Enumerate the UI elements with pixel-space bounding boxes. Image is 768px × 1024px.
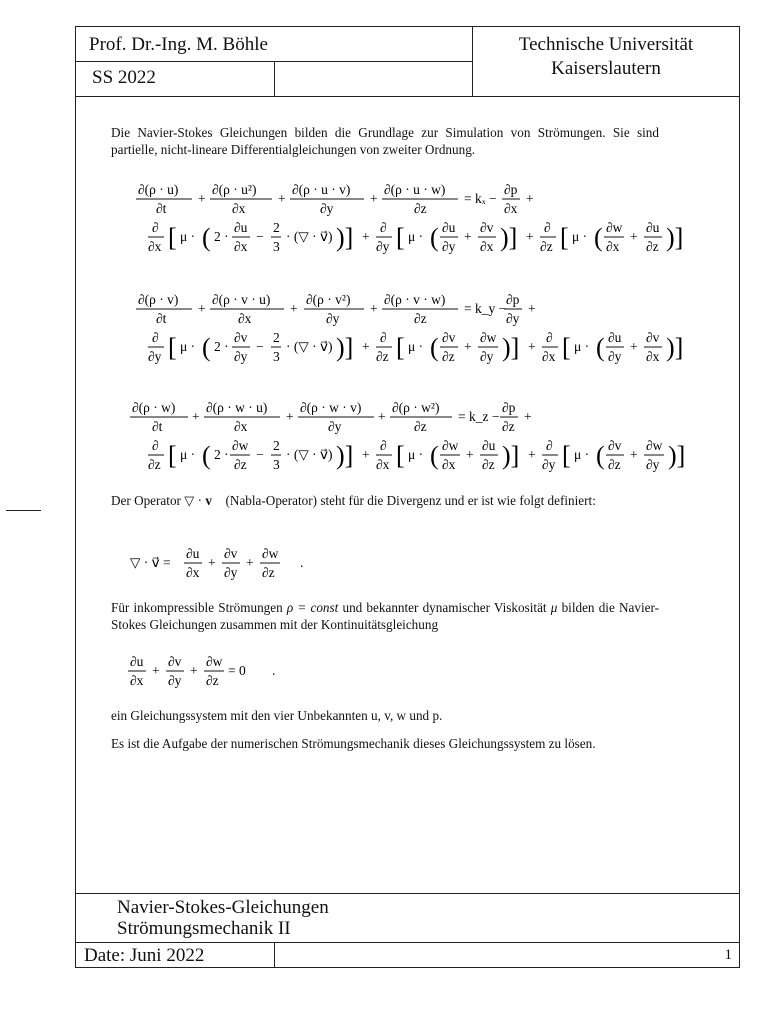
svg-text:∂v: ∂v [442,330,456,345]
svg-text:2 ·: 2 · [214,447,229,462]
svg-text:+: + [362,339,370,354]
institution-name [472,33,740,81]
svg-text:∂(ρ · u · v): ∂(ρ · u · v) [292,182,351,197]
svg-text:∂y: ∂y [168,673,182,688]
incompressible-text-end: bilden die Navier-Stokes Gleichungen zusammen mit der Kontinuitätsgleichung [111,600,659,632]
svg-text:[: [ [562,441,571,470]
svg-text:∂z: ∂z [414,419,427,434]
svg-text:μ ·: μ · [408,447,424,462]
institution-line-2: Kaiserslautern [551,58,661,79]
svg-text:∂x: ∂x [234,239,248,254]
svg-text:∂u: ∂u [482,438,496,453]
svg-text:+: + [464,229,472,244]
svg-text:2: 2 [273,438,280,453]
svg-text:+: + [526,191,534,206]
svg-text:∂x: ∂x [232,201,246,216]
svg-text:3: 3 [273,239,280,254]
svg-text:−: − [256,447,264,462]
svg-text:∂y: ∂y [506,311,520,326]
svg-text:∂y: ∂y [328,419,342,434]
svg-text:2: 2 [273,220,280,235]
svg-text:(: ( [594,223,603,252]
svg-text:∂z: ∂z [376,349,389,364]
svg-text:[: [ [396,441,405,470]
svg-text:∂y: ∂y [646,457,660,472]
svg-text:)]: )] [500,223,518,252]
author-name: Prof. Dr.-Ing. M. Böhle [89,34,268,55]
svg-text:∂u: ∂u [186,546,200,561]
svg-text:▽ · v⃗ =: ▽ · v⃗ = [130,555,171,570]
svg-text:∂w: ∂w [606,220,623,235]
svg-text:∂z: ∂z [646,239,659,254]
svg-text:∂u: ∂u [646,220,660,235]
svg-text:∂(ρ · w²): ∂(ρ · w²) [392,400,440,415]
svg-text:)]: )] [502,333,520,362]
header-divider-small [274,61,275,96]
svg-text:+: + [378,409,386,424]
svg-text:2 ·: 2 · [214,339,229,354]
footer-title [117,897,329,939]
svg-text:∂v: ∂v [646,330,660,345]
svg-text:)]: )] [502,441,520,470]
unknowns-paragraph: ein Gleichungssystem mit den vier Unbekannten u, v, w und p. [111,708,443,723]
svg-text:∂z: ∂z [234,457,247,472]
svg-text:∂(ρ · w): ∂(ρ · w) [132,400,176,415]
svg-text:∂x: ∂x [504,201,518,216]
svg-text:)]: )] [336,223,354,252]
svg-text:∂x: ∂x [238,311,252,326]
svg-text:+: + [466,447,474,462]
svg-text:∂(ρ · v · u): ∂(ρ · v · u) [212,292,271,307]
svg-text:(: ( [430,333,439,362]
svg-text:2: 2 [273,330,280,345]
task-paragraph: Es ist die Aufgabe der numerischen Strömungsmechanik dieses Gleichungssystem zu lösen. [111,736,596,751]
svg-text:∂y: ∂y [148,349,162,364]
svg-text:−: − [256,229,264,244]
svg-text:+: + [528,301,536,316]
svg-text:· (▽ · v⃗): · (▽ · v⃗) [286,447,333,462]
operator-text-end: (Nabla-Operator) steht für die Divergenz und er ist wie folgt definiert: [225,493,596,508]
svg-text:μ ·: μ · [574,447,590,462]
svg-text:∂: ∂ [544,220,551,235]
svg-text:∂(ρ · w · v): ∂(ρ · w · v) [300,400,362,415]
svg-text:∂y: ∂y [234,349,248,364]
svg-text:+: + [630,229,638,244]
svg-text:μ ·: μ · [572,229,588,244]
svg-text:∂w: ∂w [206,654,223,669]
svg-text:∂z: ∂z [608,457,621,472]
svg-text:∂y: ∂y [542,457,556,472]
page-number: 1 [724,947,732,963]
svg-text:∂(ρ · v²): ∂(ρ · v²) [306,292,351,307]
svg-text:[: [ [168,223,177,252]
svg-text:∂: ∂ [546,330,553,345]
svg-text:(: ( [430,441,439,470]
svg-text:= kₓ −: = kₓ − [464,191,497,206]
svg-text:· (▽ · v⃗): · (▽ · v⃗) [286,229,333,244]
svg-text:μ ·: μ · [180,229,196,244]
svg-text:)]: )] [336,333,354,362]
svg-text:∂: ∂ [380,438,387,453]
navier-stokes-x-equation [130,180,690,260]
svg-text:∂v: ∂v [480,220,494,235]
svg-text:+: + [528,447,536,462]
divergence-definition [128,540,328,580]
footer-date: Date: Juni 2022 [84,945,205,966]
svg-text:+: + [278,191,286,206]
margin-mark [6,510,41,511]
svg-text:∂(ρ · w · u): ∂(ρ · w · u) [206,400,268,415]
svg-text:μ ·: μ · [180,339,196,354]
svg-text:∂y: ∂y [320,201,334,216]
svg-text:(: ( [202,333,211,362]
svg-text:+: + [208,555,216,570]
navier-stokes-z-equation [128,398,688,478]
svg-text:+: + [464,339,472,354]
svg-text:∂x: ∂x [606,239,620,254]
svg-text:∂(ρ · u · w): ∂(ρ · u · w) [384,182,446,197]
svg-text:∂y: ∂y [442,239,456,254]
svg-text:(: ( [596,333,605,362]
svg-text:)]: )] [666,223,684,252]
svg-text:∂(ρ · u²): ∂(ρ · u²) [212,182,257,197]
svg-text:μ ·: μ · [180,447,196,462]
svg-text:3: 3 [273,457,280,472]
footer-title-line-1: Navier-Stokes-Gleichungen [117,897,329,918]
svg-text:∂t: ∂t [156,201,167,216]
svg-text:+: + [526,229,534,244]
svg-text:∂: ∂ [152,438,159,453]
svg-text:∂: ∂ [546,438,553,453]
svg-text:∂u: ∂u [608,330,622,345]
svg-text:∂u: ∂u [442,220,456,235]
svg-text:∂x: ∂x [646,349,660,364]
svg-text:+: + [370,301,378,316]
svg-text:[: [ [396,223,405,252]
svg-text:∂y: ∂y [326,311,340,326]
svg-text:+: + [198,301,206,316]
svg-text:+: + [630,447,638,462]
svg-text:∂x: ∂x [130,673,144,688]
svg-text:∂w: ∂w [232,438,249,453]
svg-text:)]: )] [666,333,684,362]
svg-text:)]: )] [336,441,354,470]
svg-text:2 ·: 2 · [214,229,229,244]
svg-text:∂: ∂ [152,330,159,345]
svg-text:∂: ∂ [380,330,387,345]
svg-text:∂v: ∂v [224,546,238,561]
svg-text:∂z: ∂z [206,673,219,688]
svg-text:= k_y −: = k_y − [464,301,507,316]
svg-text:∂(ρ · v · w): ∂(ρ · v · w) [384,292,446,307]
mu-symbol: μ [550,600,562,615]
svg-text:+: + [190,663,198,678]
svg-text:= k_z −: = k_z − [458,409,500,424]
svg-text:∂z: ∂z [442,349,455,364]
svg-text:∂u: ∂u [234,220,248,235]
svg-text:∂z: ∂z [414,201,427,216]
svg-text:+: + [630,339,638,354]
operator-text-start: Der Operator [111,493,181,508]
svg-text:· (▽ · v⃗): · (▽ · v⃗) [286,339,333,354]
svg-text:∂y: ∂y [376,239,390,254]
svg-text:∂x: ∂x [542,349,556,364]
svg-text:[: [ [562,333,571,362]
svg-text:+: + [152,663,160,678]
svg-text:∂p: ∂p [502,400,516,415]
footer-divider [274,942,275,968]
svg-text:+: + [286,409,294,424]
svg-text:[: [ [396,333,405,362]
svg-text:[: [ [168,333,177,362]
svg-text:∂x: ∂x [234,419,248,434]
navier-stokes-y-equation [130,290,690,370]
svg-text:∂t: ∂t [156,311,167,326]
svg-text:∂w: ∂w [646,438,663,453]
semester-label: SS 2022 [92,67,156,88]
incompressible-text-middle: und bekannter dynamischer Viskosität [342,600,547,615]
svg-text:∂z: ∂z [262,565,275,580]
svg-text:∂p: ∂p [506,292,520,307]
svg-text:= 0: = 0 [228,663,246,678]
svg-text:∂(ρ · u): ∂(ρ · u) [138,182,179,197]
svg-text:+: + [192,409,200,424]
svg-text:μ ·: μ · [574,339,590,354]
svg-text:∂z: ∂z [540,239,553,254]
svg-text:∂y: ∂y [224,565,238,580]
institution-line-1: Technische Universität [518,34,694,55]
svg-text:∂v: ∂v [608,438,622,453]
svg-text:+: + [246,555,254,570]
svg-text:μ ·: μ · [408,339,424,354]
svg-text:+: + [198,191,206,206]
svg-text:μ ·: μ · [408,229,424,244]
svg-text:.: . [272,663,276,678]
rho-const-symbol: ρ = const [286,600,343,615]
svg-text:∂x: ∂x [480,239,494,254]
svg-text:)]: )] [668,441,686,470]
intro-paragraph: Die Navier-Stokes Gleichungen bilden die Grundlage zur Simulation von Strömungen. Sie sind partielle, nicht-lineare Differentialgleichungen von zweiter Ordnung. [111,125,659,157]
incompressible-text-start: Für inkompressible Strömungen [111,600,283,615]
svg-text:(: ( [202,441,211,470]
svg-text:(: ( [202,223,211,252]
svg-text:∂: ∂ [380,220,387,235]
operator-paragraph [111,492,659,509]
svg-text:(: ( [430,223,439,252]
svg-text:∂x: ∂x [186,565,200,580]
svg-text:∂t: ∂t [152,419,163,434]
svg-text:∂z: ∂z [502,419,515,434]
svg-text:∂y: ∂y [608,349,622,364]
svg-text:∂z: ∂z [414,311,427,326]
svg-text:[: [ [560,223,569,252]
svg-text:∂w: ∂w [442,438,459,453]
svg-text:.: . [300,555,304,570]
svg-text:[: [ [168,441,177,470]
svg-text:∂x: ∂x [376,457,390,472]
svg-text:3: 3 [273,349,280,364]
svg-text:∂x: ∂x [148,239,162,254]
continuity-equation [128,648,288,688]
svg-text:+: + [528,339,536,354]
svg-text:∂z: ∂z [148,457,161,472]
footer-title-line-2: Strömungsmechanik II [117,918,291,939]
footer-date-rule [75,942,740,943]
incompressible-paragraph [111,599,659,633]
svg-text:∂v: ∂v [168,654,182,669]
svg-text:∂w: ∂w [262,546,279,561]
svg-text:+: + [524,409,532,424]
svg-text:∂x: ∂x [442,457,456,472]
svg-text:+: + [362,229,370,244]
svg-text:(: ( [596,441,605,470]
svg-text:−: − [256,339,264,354]
nabla-symbol: ▽ · v⃗ [184,493,223,508]
svg-text:+: + [362,447,370,462]
svg-text:∂p: ∂p [504,182,518,197]
svg-text:∂v: ∂v [234,330,248,345]
svg-text:+: + [370,191,378,206]
svg-text:∂(ρ · v): ∂(ρ · v) [138,292,179,307]
svg-text:∂z: ∂z [482,457,495,472]
svg-text:∂: ∂ [152,220,159,235]
svg-text:∂u: ∂u [130,654,144,669]
svg-text:∂y: ∂y [480,349,494,364]
svg-text:+: + [290,301,298,316]
footer-top-rule [75,893,740,894]
svg-text:∂w: ∂w [480,330,497,345]
header-bottom-rule [75,96,740,97]
